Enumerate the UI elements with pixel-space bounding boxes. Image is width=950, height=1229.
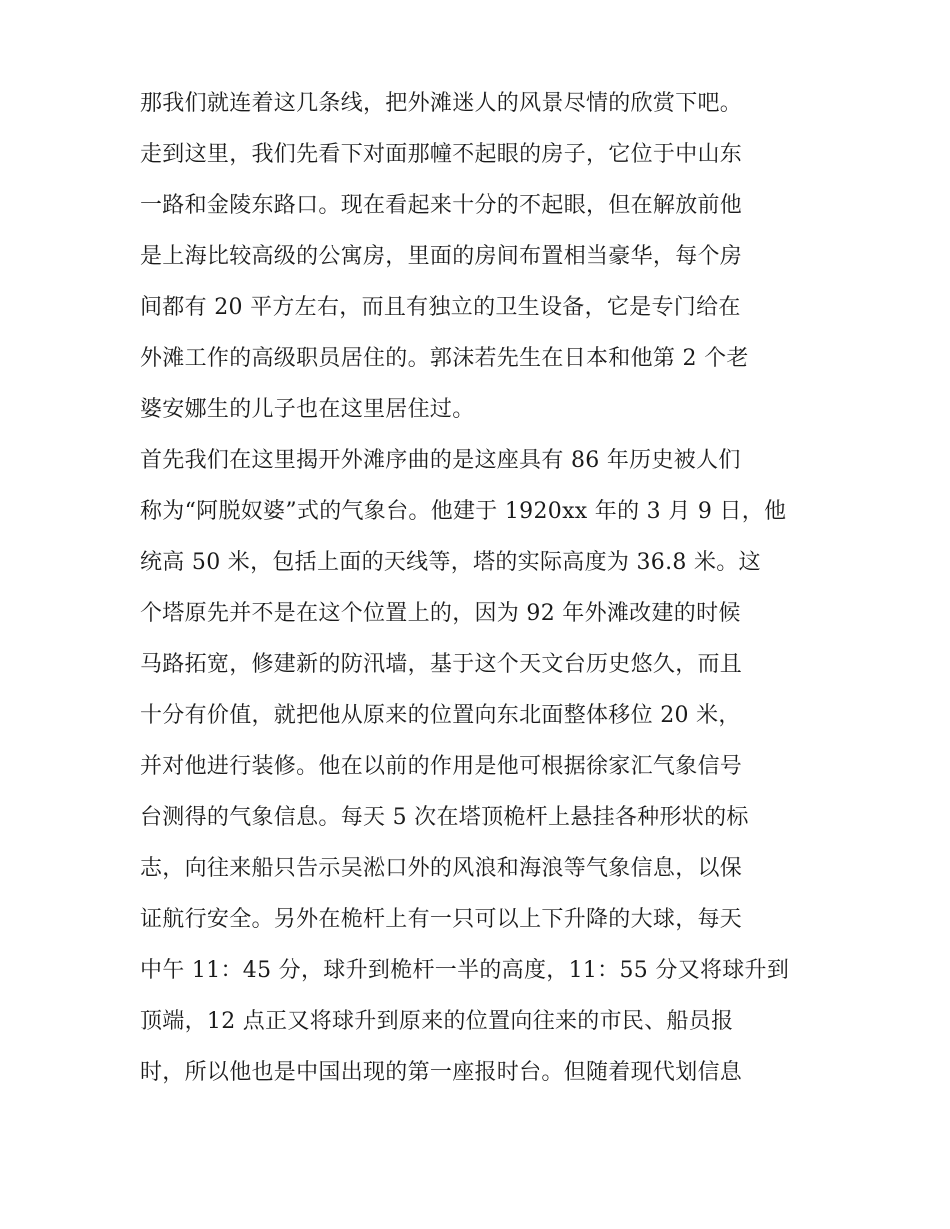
text-line: 顶端，12 点正又将球升到原来的位置向往来的市民、船员报: [140, 1009, 734, 1034]
text-line: 外滩工作的高级职员居住的。郭沫若先生在日本和他第 2 个老: [140, 346, 749, 371]
document-body: [140, 78, 820, 1098]
text-line: 一路和金陵东路口。现在看起来十分的不起眼，但在解放前他: [140, 193, 743, 218]
text-line: 马路拓宽，修建新的防汛墙，基于这个天文台历史悠久，而且: [140, 652, 743, 677]
text-line: 统高 50 米，包括上面的天线等，塔的实际高度为 36.8 米。这: [140, 550, 761, 575]
text-line: 那我们就连着这几条线，把外滩迷人的风景尽情的欣赏下吧。: [140, 91, 743, 116]
text-line: 并对他进行装修。他在以前的作用是他可根据徐家汇气象信号: [140, 754, 743, 779]
text-line: 走到这里，我们先看下对面那幢不起眼的房子，它位于中山东: [140, 142, 743, 167]
text-line: 间都有 20 平方左右，而且有独立的卫生设备，它是专门给在: [140, 295, 741, 320]
text-line: 中午 11：45 分，球升到桅杆一半的高度，11：55 分又将球升到: [140, 958, 790, 983]
text-line: 个塔原先并不是在这个位置上的，因为 92 年外滩改建的时候: [140, 601, 741, 626]
text-line: 志，向往来船只告示吴淞口外的风浪和海浪等气象信息，以保: [140, 856, 743, 881]
text-line: 台测得的气象信息。每天 5 次在塔顶桅杆上悬挂各种形状的标: [140, 805, 749, 830]
text-line: 首先我们在这里揭开外滩序曲的是这座具有 86 年历史被人们: [140, 448, 741, 473]
text-line: 称为“阿脱奴婆”式的气象台。他建于 1920xx 年的 3 月 9 日，他: [140, 499, 787, 524]
text-line: 十分有价值，就把他从原来的位置向东北面整体移位 20 米，: [140, 703, 741, 728]
text-line: 婆安娜生的儿子也在这里居住过。: [140, 397, 475, 422]
text-line: 是上海比较高级的公寓房，里面的房间布置相当豪华，每个房: [140, 244, 743, 269]
text-line: 证航行安全。另外在桅杆上有一只可以上下升降的大球，每天: [140, 907, 743, 932]
text-line: 时，所以他也是中国出现的第一座报时台。但随着现代划信息: [140, 1060, 743, 1085]
